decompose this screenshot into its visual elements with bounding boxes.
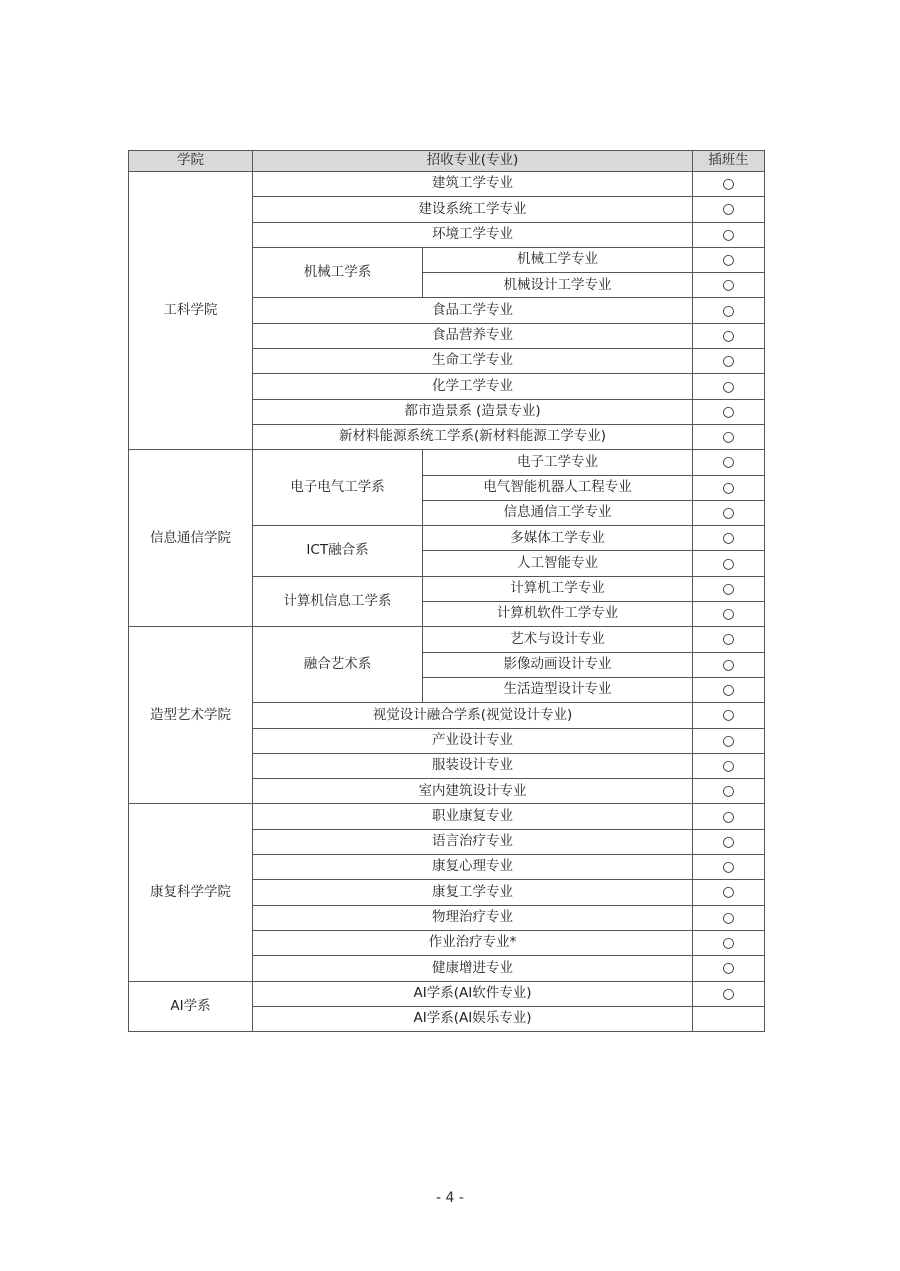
transfer-mark: ○	[693, 399, 765, 424]
major-cell: 物理治疗专业	[253, 905, 693, 930]
major-cell: 健康增进专业	[253, 956, 693, 981]
major-cell: 康复工学专业	[253, 880, 693, 905]
transfer-mark	[693, 1006, 765, 1031]
major-cell: 计算机软件工学专业	[423, 602, 693, 627]
major-cell: 职业康复专业	[253, 804, 693, 829]
transfer-mark: ○	[693, 905, 765, 930]
transfer-mark: ○	[693, 930, 765, 955]
department-cell: 计算机信息工学系	[253, 576, 423, 627]
college-cell: AI学系	[129, 981, 253, 1032]
major-cell: 都市造景系 (造景专业)	[253, 399, 693, 424]
header-major: 招收专业(专业)	[253, 151, 693, 172]
college-cell: 信息通信学院	[129, 450, 253, 627]
major-cell: 化学工学专业	[253, 374, 693, 399]
transfer-mark: ○	[693, 526, 765, 551]
major-cell: 机械设计工学专业	[423, 273, 693, 298]
major-cell: 艺术与设计专业	[423, 627, 693, 652]
transfer-mark: ○	[693, 450, 765, 475]
major-cell: 影像动画设计专业	[423, 652, 693, 677]
table-row	[129, 804, 765, 829]
major-cell: 食品工学专业	[253, 298, 693, 323]
admissions-table	[128, 150, 765, 1032]
transfer-mark: ○	[693, 602, 765, 627]
transfer-mark: ○	[693, 298, 765, 323]
transfer-mark: ○	[693, 956, 765, 981]
major-cell: 机械工学专业	[423, 247, 693, 272]
transfer-mark: ○	[693, 323, 765, 348]
transfer-mark: ○	[693, 829, 765, 854]
transfer-mark: ○	[693, 500, 765, 525]
transfer-mark: ○	[693, 627, 765, 652]
transfer-mark: ○	[693, 424, 765, 449]
major-cell: 多媒体工学专业	[423, 526, 693, 551]
major-cell: 生命工学专业	[253, 349, 693, 374]
table-header-row	[129, 151, 765, 172]
major-cell: 计算机工学专业	[423, 576, 693, 601]
header-transfer: 插班生	[693, 151, 765, 172]
transfer-mark: ○	[693, 576, 765, 601]
major-cell: 建筑工学专业	[253, 172, 693, 197]
major-cell: 室内建筑设计专业	[253, 779, 693, 804]
major-cell: 康复心理专业	[253, 855, 693, 880]
transfer-mark: ○	[693, 703, 765, 728]
department-cell: 融合艺术系	[253, 627, 423, 703]
transfer-mark: ○	[693, 779, 765, 804]
transfer-mark: ○	[693, 728, 765, 753]
major-cell: 作业治疗专业*	[253, 930, 693, 955]
department-cell: 机械工学系	[253, 247, 423, 298]
major-cell: 食品营养专业	[253, 323, 693, 348]
major-cell: 生活造型设计专业	[423, 677, 693, 702]
header-college: 学院	[129, 151, 253, 172]
table-row	[129, 450, 765, 475]
transfer-mark: ○	[693, 551, 765, 576]
major-cell: 电气智能机器人工程专业	[423, 475, 693, 500]
major-cell: AI学系(AI软件专业)	[253, 981, 693, 1006]
transfer-mark: ○	[693, 222, 765, 247]
major-cell: 电子工学专业	[423, 450, 693, 475]
transfer-mark: ○	[693, 677, 765, 702]
major-cell: 建设系统工学专业	[253, 197, 693, 222]
major-cell: 语言治疗专业	[253, 829, 693, 854]
transfer-mark: ○	[693, 855, 765, 880]
major-cell: 环境工学专业	[253, 222, 693, 247]
college-cell: 造型艺术学院	[129, 627, 253, 804]
table-row	[129, 981, 765, 1006]
transfer-mark: ○	[693, 753, 765, 778]
transfer-mark: ○	[693, 652, 765, 677]
college-cell: 工科学院	[129, 172, 253, 450]
major-cell: 视觉设计融合学系(视觉设计专业)	[253, 703, 693, 728]
transfer-mark: ○	[693, 374, 765, 399]
transfer-mark: ○	[693, 880, 765, 905]
college-cell: 康复科学学院	[129, 804, 253, 981]
transfer-mark: ○	[693, 273, 765, 298]
page-number: - 4 -	[436, 1190, 464, 1206]
table-row	[129, 627, 765, 652]
major-cell: AI学系(AI娱乐专业)	[253, 1006, 693, 1031]
major-cell: 服装设计专业	[253, 753, 693, 778]
transfer-mark: ○	[693, 349, 765, 374]
transfer-mark: ○	[693, 197, 765, 222]
transfer-mark: ○	[693, 475, 765, 500]
transfer-mark: ○	[693, 172, 765, 197]
major-cell: 新材料能源系统工学系(新材料能源工学专业)	[253, 424, 693, 449]
transfer-mark: ○	[693, 804, 765, 829]
transfer-mark: ○	[693, 247, 765, 272]
table-row	[129, 172, 765, 197]
department-cell: 电子电气工学系	[253, 450, 423, 526]
major-cell: 人工智能专业	[423, 551, 693, 576]
transfer-mark: ○	[693, 981, 765, 1006]
major-cell: 信息通信工学专业	[423, 500, 693, 525]
major-cell: 产业设计专业	[253, 728, 693, 753]
department-cell: ICT融合系	[253, 526, 423, 577]
